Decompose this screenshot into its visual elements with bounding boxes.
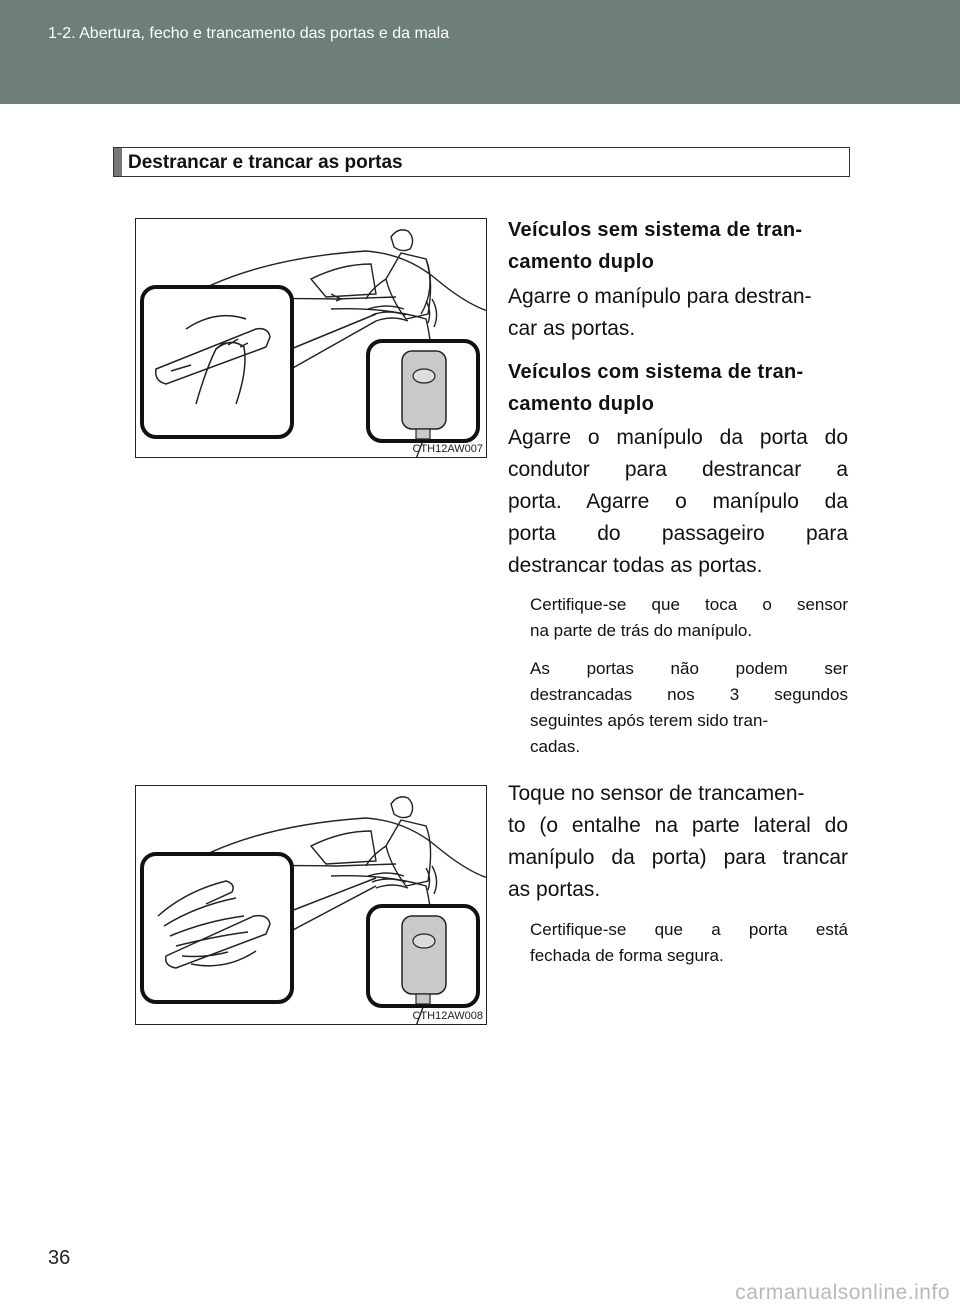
door-handle-callout bbox=[142, 287, 292, 437]
paragraph-line: Agarre o manípulo para destran- bbox=[508, 285, 812, 308]
car-window bbox=[311, 831, 376, 864]
note-door-closed bbox=[530, 917, 848, 969]
paragraph-line: Agarre o manípulo da porta do bbox=[508, 426, 848, 449]
note-line: Certifique-se que a porta está bbox=[530, 920, 848, 939]
note-line: destrancadas nos 3 segundos bbox=[530, 685, 848, 704]
key-fob bbox=[402, 351, 446, 429]
subheading-line: Veículos sem sistema de tran- bbox=[508, 219, 803, 241]
section-title: Destrancar e trancar as portas bbox=[128, 152, 403, 173]
paragraph-line: car as portas. bbox=[508, 317, 636, 340]
subheading-with-double-lock bbox=[508, 356, 848, 420]
paragraph-lock-sensor bbox=[508, 778, 848, 906]
chapter-title: 1-2. Abertura, fecho e trancamento das portas e da mala bbox=[48, 25, 450, 42]
header-bar bbox=[0, 0, 960, 104]
page-number: 36 bbox=[48, 1247, 71, 1269]
section-accent-bar bbox=[114, 148, 122, 176]
person-torso bbox=[386, 820, 431, 886]
note-line: cadas. bbox=[530, 737, 581, 756]
note-line: Certifique-se que toca o sensor bbox=[530, 595, 848, 614]
watermark: carmanualsonline.info bbox=[735, 1281, 950, 1304]
subheading-line: camento duplo bbox=[508, 251, 655, 273]
note-three-seconds bbox=[530, 656, 848, 760]
figure-code: CTH12AW007 bbox=[412, 443, 483, 455]
subheading-line: Veículos com sistema de tran- bbox=[508, 361, 804, 383]
key-fob bbox=[402, 916, 446, 994]
unlock-illustration-drawing bbox=[136, 219, 487, 458]
paragraph-line: to (o entalhe na parte lateral do bbox=[508, 814, 848, 837]
person-head bbox=[391, 797, 413, 818]
note-line: fechada de forma segura. bbox=[530, 946, 724, 965]
lock-illustration-drawing bbox=[136, 786, 487, 1025]
subheading-without-double-lock bbox=[508, 214, 848, 278]
paragraph-line: Toque no sensor de trancamen- bbox=[508, 782, 805, 805]
person-head bbox=[391, 230, 413, 251]
note-touch-sensor bbox=[530, 592, 848, 644]
section-heading-box bbox=[113, 147, 850, 177]
paragraph-line: destrancar todas as portas. bbox=[508, 554, 763, 577]
figure-lock-illustration bbox=[135, 785, 487, 1025]
figure-code: CTH12AW008 bbox=[412, 1010, 483, 1022]
figure-unlock-illustration bbox=[135, 218, 487, 458]
note-line: na parte de trás do manípulo. bbox=[530, 621, 753, 640]
subheading-line: camento duplo bbox=[508, 393, 655, 415]
paragraph-line: as portas. bbox=[508, 878, 601, 901]
paragraph-line: porta do passageiro para bbox=[508, 522, 848, 545]
note-line: seguintes após terem sido tran- bbox=[530, 711, 769, 730]
paragraph-grip-handle bbox=[508, 281, 848, 345]
paragraph-line: manípulo da porta) para trancar bbox=[508, 846, 848, 869]
door-handle-callout bbox=[142, 854, 292, 1002]
paragraph-line: porta. Agarre o manípulo da bbox=[508, 490, 848, 513]
car-window bbox=[311, 264, 376, 297]
paragraph-line: condutor para destrancar a bbox=[508, 458, 848, 481]
paragraph-driver-passenger bbox=[508, 422, 848, 582]
note-line: As portas não podem ser bbox=[530, 659, 848, 678]
